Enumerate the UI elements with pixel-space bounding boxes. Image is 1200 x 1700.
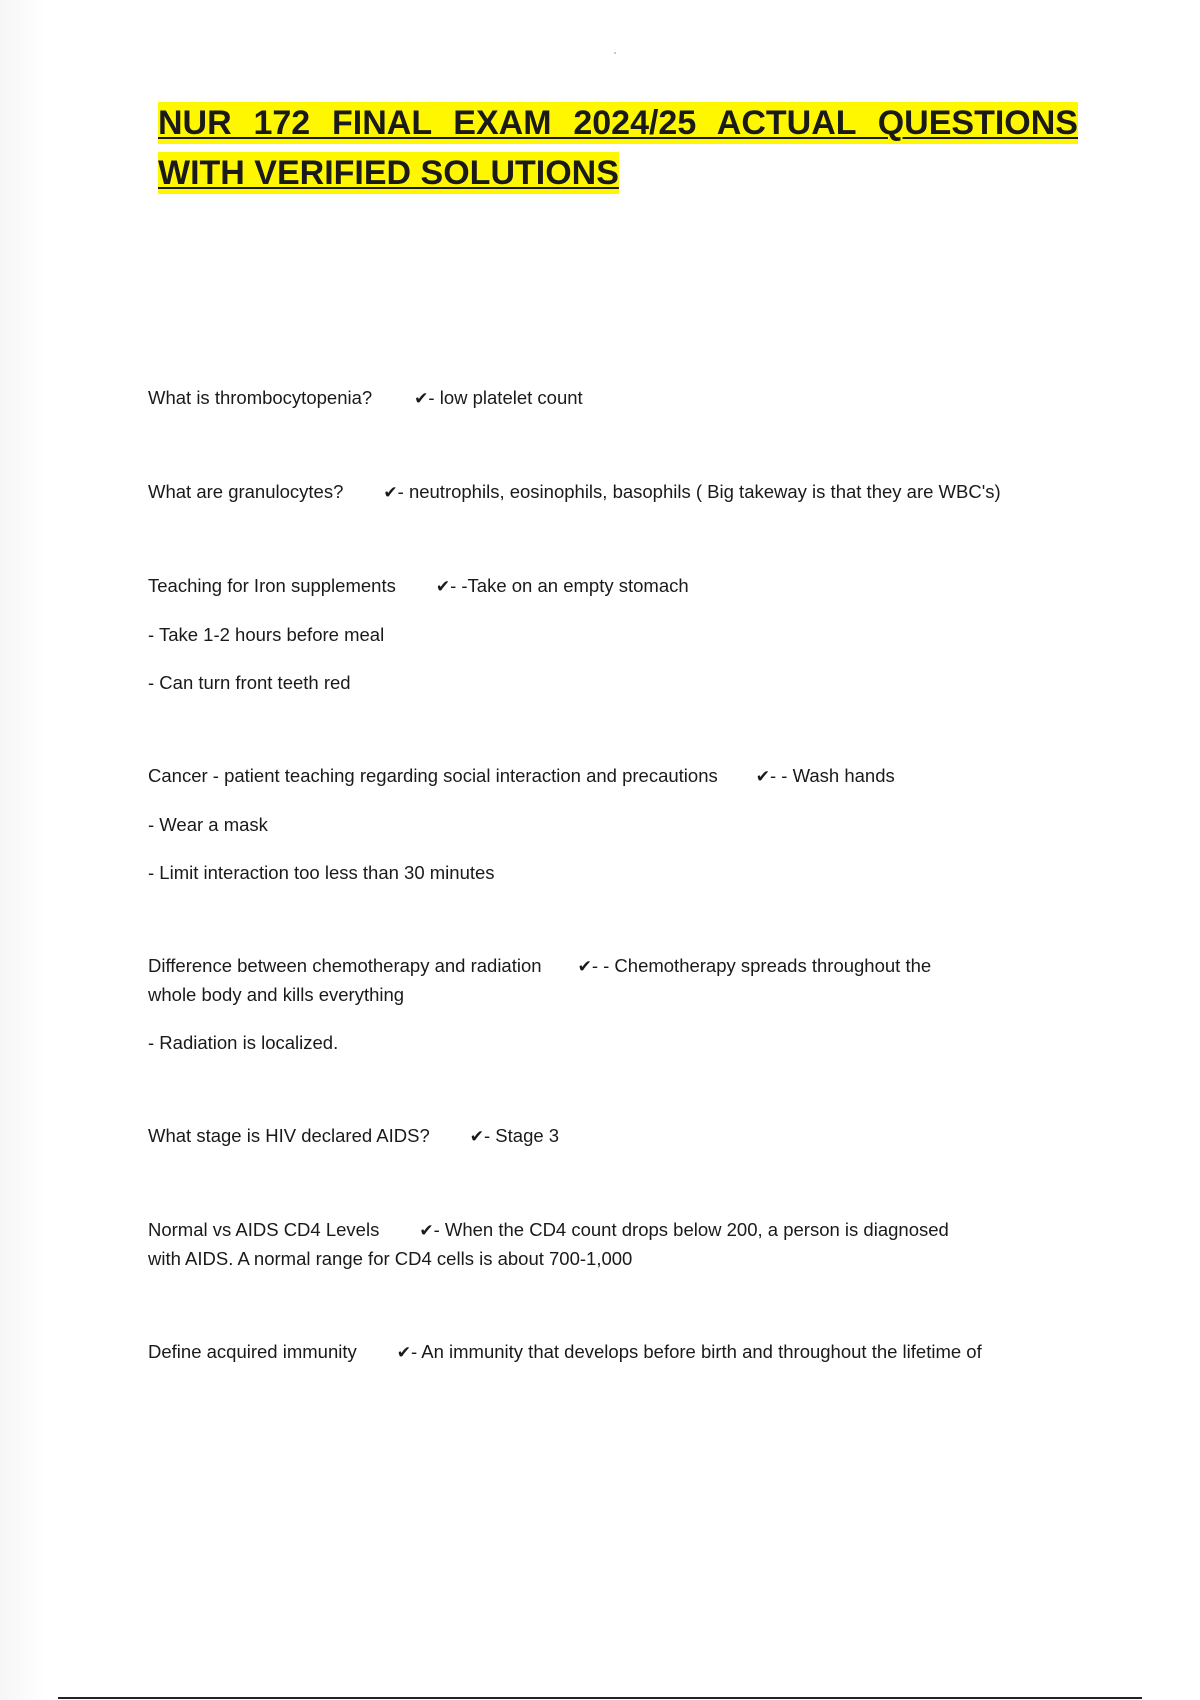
answer-continuation: with AIDS. A normal range for CD4 cells is about 700-1,000 [148, 1248, 633, 1269]
qa-line [148, 384, 1098, 413]
answer-text: - - Chemotherapy spreads throughout the [591, 955, 932, 976]
qa-line [148, 478, 1098, 507]
question-text: Normal vs AIDS CD4 Levels [148, 1219, 380, 1240]
answer-extra-line: - Can turn front teeth red [148, 672, 351, 693]
answer-text: - low platelet count [428, 387, 583, 408]
answer-extra-line: - Limit interaction too less than 30 minutes [148, 862, 495, 883]
page-bottom-rule [58, 1697, 1142, 1699]
qa-item [148, 952, 1098, 1057]
answer-text: - - Wash hands [769, 765, 895, 786]
check-icon: ✔ [419, 1221, 434, 1241]
question-text: Difference between chemotherapy and radiation [148, 955, 542, 976]
qa-item [148, 478, 1098, 507]
document-title-text: NUR 172 FINAL EXAM 2024/25 ACTUAL QUESTIONS WITH VERIFIED SOLUTIONS [158, 104, 1078, 192]
answer-continuation: whole body and kills everything [148, 984, 405, 1005]
qa-item [148, 1338, 1098, 1367]
qa-item [148, 1122, 1098, 1151]
check-icon: ✔ [577, 957, 592, 977]
check-icon: ✔ [755, 767, 770, 787]
check-icon: ✔ [469, 1127, 484, 1147]
answer-text: - An immunity that develops before birth and throughout the lifetime of [410, 1341, 982, 1362]
answer-text: - Stage 3 [484, 1125, 560, 1146]
answer-extra-line: - Radiation is localized. [148, 1032, 339, 1053]
answer-text: - -Take on an empty stomach [450, 575, 689, 596]
qa-line [148, 1216, 1098, 1245]
qa-line [148, 572, 1098, 601]
question-text: What is thrombocytopenia? [148, 387, 373, 408]
question-text: What are granulocytes? [148, 481, 344, 502]
page-edge-shadow [0, 0, 46, 1700]
qa-line [148, 952, 1098, 981]
answer-text: - When the CD4 count drops below 200, a person is diagnosed [433, 1219, 949, 1240]
qa-item [148, 384, 1098, 413]
question-text: Teaching for Iron supplements [148, 575, 396, 596]
scan-speck [614, 52, 616, 54]
answer-extra-line: - Take 1-2 hours before meal [148, 624, 385, 645]
qa-item [148, 762, 1098, 887]
answer-text: - neutrophils, eosinophils, basophils ( Big takeway is that they are WBC's) [397, 481, 1001, 502]
qa-line [148, 762, 1098, 791]
qa-line [148, 1122, 1098, 1151]
qa-item [148, 1216, 1098, 1273]
check-icon: ✔ [396, 1343, 411, 1363]
qa-line [148, 1338, 1098, 1367]
question-text: What stage is HIV declared AIDS? [148, 1125, 430, 1146]
check-icon: ✔ [435, 577, 451, 597]
question-text: Cancer - patient teaching regarding social interaction and precautions [148, 765, 718, 786]
document-title [158, 98, 1078, 198]
question-text: Define acquired immunity [148, 1341, 357, 1362]
check-icon: ✔ [383, 483, 398, 503]
answer-extra-line: - Wear a mask [148, 814, 268, 835]
check-icon: ✔ [414, 389, 429, 409]
qa-item [148, 572, 1098, 697]
